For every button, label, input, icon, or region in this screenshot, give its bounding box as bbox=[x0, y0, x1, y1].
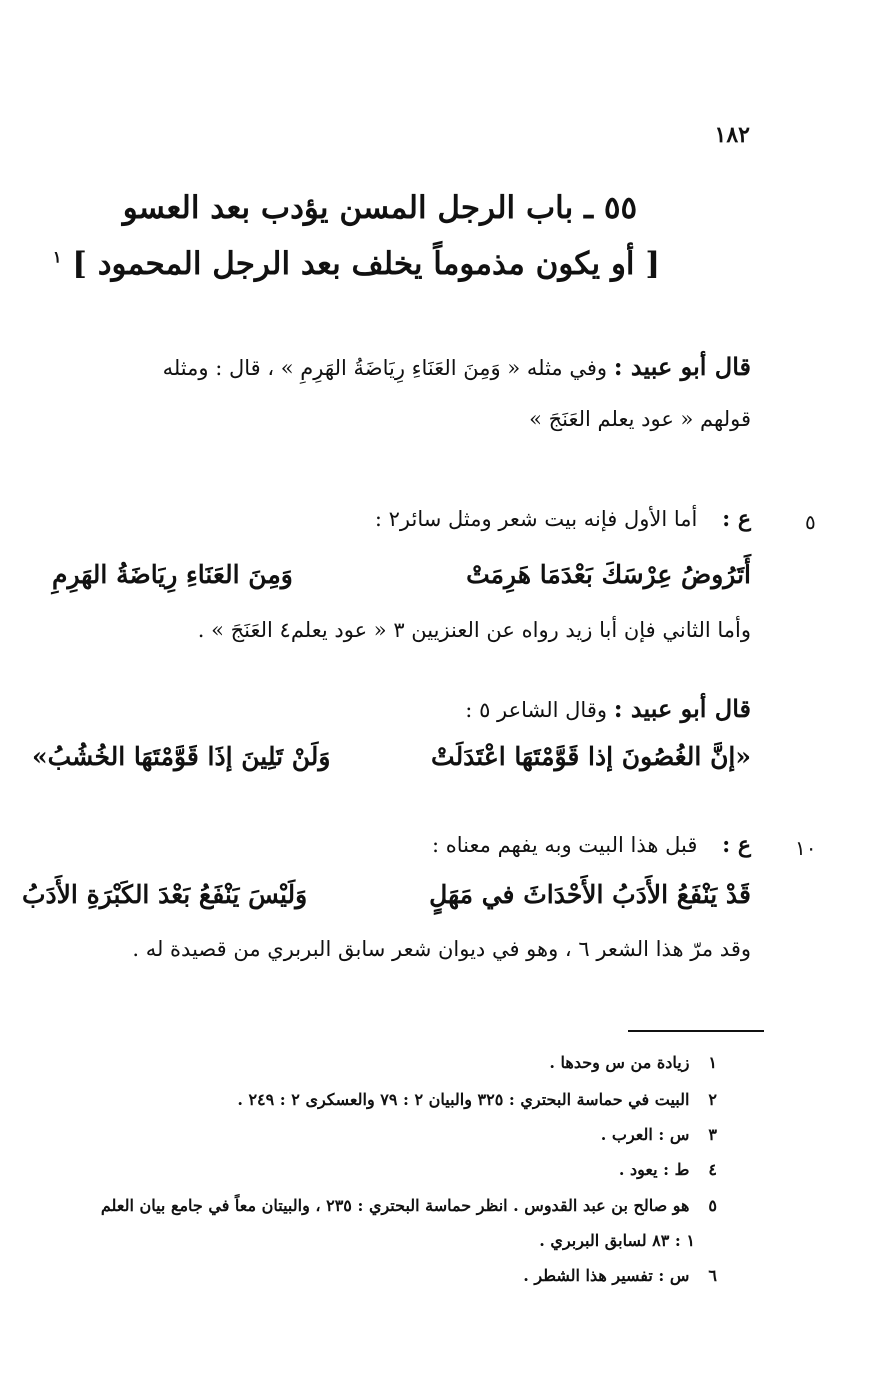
paragraph-abu-ubaid-2 bbox=[465, 694, 751, 723]
speaker-label: قال أبو عبيد : bbox=[613, 352, 751, 381]
footnote-5 bbox=[22, 1196, 717, 1215]
footnote-text: زيادة من س وحدها . bbox=[549, 1053, 690, 1072]
footnote-number: ٥ bbox=[708, 1196, 717, 1215]
line-number-10: ١٠ bbox=[795, 836, 817, 860]
speaker-label: قال أبو عبيد : bbox=[613, 694, 751, 723]
footnote-text: س : تفسير هذا الشطر . bbox=[523, 1266, 690, 1285]
paragraph-text: وقال الشاعر ٥ : bbox=[465, 698, 608, 722]
footnote-text: س : العرب . bbox=[600, 1125, 690, 1144]
footnote-6 bbox=[523, 1266, 717, 1285]
footnote-divider bbox=[628, 1030, 764, 1032]
verse-3-second-hemistich: وَلَيْسَ يَنْفَعُ بَعْدَ الكَبْرَةِ الأَدَبُ bbox=[22, 880, 308, 909]
footnote-number: ٤ bbox=[708, 1160, 717, 1179]
verse-2-second-hemistich: وَلَنْ تَلِينَ إذَا قَوَّمْتَهَا الخُشُبُ» bbox=[32, 742, 331, 771]
footnote-1 bbox=[549, 1053, 717, 1072]
paragraph-commentary-2 bbox=[432, 832, 751, 858]
footnote-number: ٦ bbox=[708, 1266, 717, 1285]
footnote-text: ط : يعود . bbox=[618, 1160, 690, 1179]
paragraph-abu-ubaid-1 bbox=[30, 352, 751, 381]
footnote-number: ٣ bbox=[708, 1125, 717, 1144]
line-number-5: ٥ bbox=[805, 510, 816, 534]
verse-1-first-hemistich: أَتَرُوضُ عِرْسَكَ بَعْدَمَا هَرِمَتْ bbox=[466, 560, 751, 589]
footnote-number: ٢ bbox=[708, 1090, 717, 1109]
paragraph-second-proverb: وأما الثاني فإن أبا زيد رواه عن العنزيين ٣ « عود يعلم٤ العَنَجَ » . bbox=[197, 618, 751, 642]
footnote-3 bbox=[601, 1125, 717, 1144]
paragraph-text: وفي مثله « وَمِنَ العَنَاءِ رِيَاضَةُ الهَرِمِ » ، قال : ومثله bbox=[162, 356, 608, 380]
commentary-label: ع : bbox=[722, 506, 751, 532]
footnote-5-continuation bbox=[539, 1231, 695, 1250]
paragraph-text: أما الأول فإنه بيت شعر ومثل سائر٢ : bbox=[374, 507, 698, 531]
footnote-text: البيت في حماسة البحتري : ٣٢٥ والبيان ٢ : ٧٩ والعسكرى ٢ : ٢٤٩ . bbox=[237, 1090, 690, 1109]
footnote-4 bbox=[619, 1160, 717, 1179]
verse-2-first-hemistich: «إنَّ الغُصُونَ إذا قَوَّمْتَهَا اعْتَدَلَتْ bbox=[431, 742, 751, 771]
verse-3-first-hemistich: قَدْ يَنْفَعُ الأَدَبُ الأَحْدَاثَ في مَهَلٍ bbox=[429, 880, 751, 909]
chapter-title: ٥٥ ـ باب الرجل المسن يؤدب بعد العسو bbox=[122, 190, 638, 226]
footnote-text: ١ : ٨٣ لسابق البربري . bbox=[539, 1231, 695, 1250]
footnote-number: ١ bbox=[708, 1053, 717, 1072]
page-number: ١٨٢ bbox=[714, 122, 750, 148]
footnote-text: هو صالح بن عبد القدوس . انظر حماسة البحتري : ٢٣٥ ، والبيتان معاً في جامع بيان العلم bbox=[100, 1196, 690, 1215]
paragraph-continuation: قولهم « عود يعلم العَنَجَ » bbox=[529, 407, 751, 431]
footnote-2 bbox=[237, 1090, 717, 1109]
commentary-label: ع : bbox=[722, 832, 751, 858]
paragraph-commentary-1 bbox=[375, 506, 751, 532]
paragraph-text: قبل هذا البيت وبه يفهم معناه : bbox=[432, 833, 698, 857]
chapter-subtitle bbox=[52, 246, 660, 282]
verse-1-second-hemistich: وَمِنَ العَنَاءِ رِيَاضَةُ الهَرِمِ bbox=[52, 560, 293, 589]
paragraph-closing: وقد مرّ هذا الشعر ٦ ، وهو في ديوان شعر سابق البربري من قصيدة له . bbox=[132, 937, 751, 961]
footnote-ref-1: ١ bbox=[52, 247, 62, 267]
chapter-subtitle-text: [ أو يكون مذموماً يخلف بعد الرجل المحمود ] bbox=[72, 246, 660, 282]
